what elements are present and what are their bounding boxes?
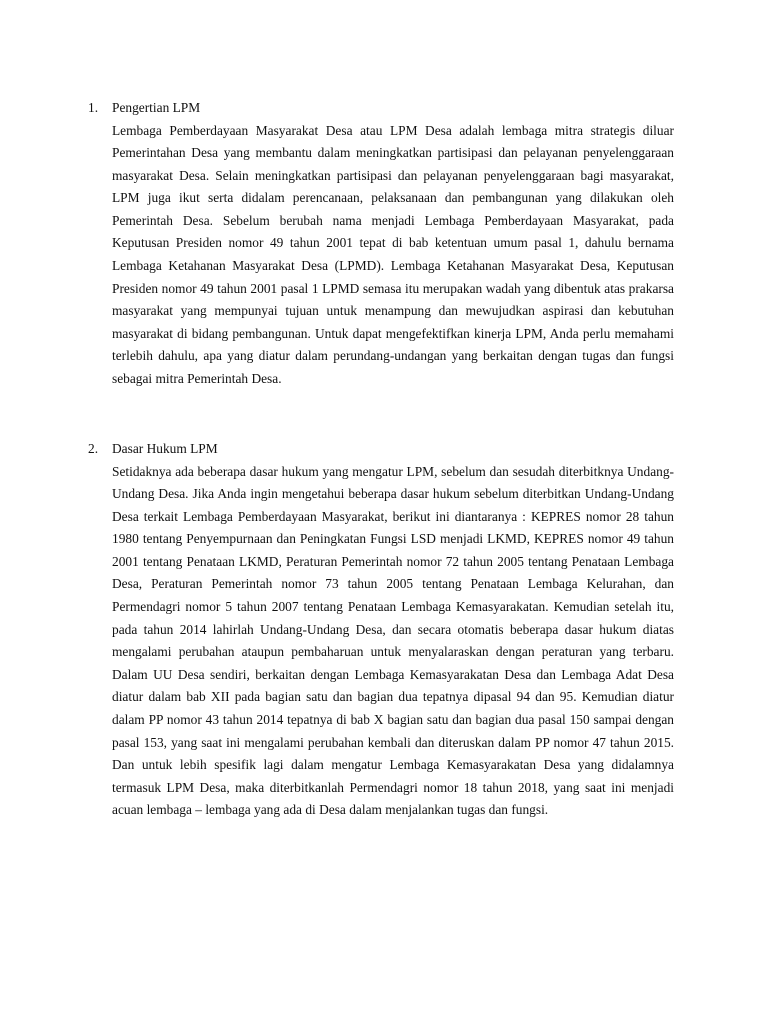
section-paragraph: Setidaknya ada beberapa dasar hukum yang mengatur LPM, sebelum dan sesudah diterbitknya Undang-Undang Desa. Jika Anda ingin mengetahui beberapa dasar hukum sebelum diterbitkan Undang-Undang Desa terkait Lembaga Pemberdayaan Masyarakat, berikut ini diantaranya : KEPRES nomor 28 tahun 1980 tentang Penyempurnaan dan Peningkatan Fungsi LSD menjadi LKMD, KEPRES nomor 49 tahun 2001 tentang Penataan LKMD, Peraturan Pemerintah nomor 72 tahun 2005 tentang Penataan Lembaga Desa, Peraturan Pemerintah nomor 73 tahun 2005 tentang Penataan Lembaga Kelurahan, dan Permendagri nomor 5 tahun 2007 tentang Penataan Lembaga Kemasyarakatan. Kemudian setelah itu, pada tahun 2014 lahirlah Undang-Undang Desa, dan secara otomatis beberapa dasar hukum diatas mengalami perubahan ataupun pembaharuan untuk menyalaraskan dengan peraturan yang terbaru. Dalam UU Desa sendiri, berkaitan dengan Lembaga Kemasyarakatan Desa dan Lembaga Adat Desa diatur dalam bab XII pada bagian satu dan bagian dua tepatnya dipasal 94 dan 95. Kemudian diatur dalam PP nomor 43 tahun 2014 tepatnya di bab X bagian satu dan bagian dua pasal 150 sampai dengan pasal 153, yang saat ini mengalami perubahan kembali dan diteruskan dalam PP nomor 47 tahun 2015. Dan untuk lebih spesifik lagi dalam mengatur Lembaga Kemasyarakatan Desa yang didalamnya termasuk LPM Desa, maka diterbitkanlah Permendagri nomor 18 tahun 2018, yang saat ini menjadi acuan lembaga – lembaga yang ada di Desa dalam menjalankan tugas dan fungsi. [112,463,674,818]
list-number: 2. [88,441,99,456]
section-paragraph: Lembaga Pemberdayaan Masyarakat Desa atau LPM Desa adalah lembaga mitra strategis diluar Pemerintahan Desa yang membantu dalam meningkatkan partisipasi dan pelayanan penyelenggaraan masyarakat Desa. Selain meningkatkan partisipasi dan pelayanan penyelenggaraan bagi masyarakat, LPM juga ikut serta didalam perencanaan, pelaksanaan dan pembangunan yang dilakukan oleh Pemerintah Desa. Sebelum berubah nama menjadi Lembaga Pemberdayaan Masyarakat, pada Keputusan Presiden nomor 49 tahun 2001 tepat di bab ketentuan umum pasal 1, dahulu bernama Lembaga Ketahanan Masyarakat Desa (LPMD). Lembaga Ketahanan Masyarakat Desa, Keputusan Presiden nomor 49 tahun 2001 pasal 1 LPMD semasa itu merupakan wadah yang dibentuk atas prakarsa masyarakat yang mempunyai tujuan untuk menampung dan mewujudkan aspirasi dan kebutuhan masyarakat di bidang pembangunan. Untuk dapat mengefektifkan kinerja LPM, Anda perlu memahami terlebih dahulu, apa yang diatur dalam perundang-undangan yang berkaitan dengan tugas dan fungsi sebagai mitra Pemerintah Desa. [112,122,674,387]
section-heading [88,438,674,461]
list-number: 1. [88,100,99,115]
section-pengertian-lpm [88,97,674,391]
section-dasar-hukum-lpm [88,438,674,822]
section-heading [88,97,674,120]
section-title: Pengertian LPM [112,100,201,115]
section-title: Dasar Hukum LPM [112,441,218,456]
